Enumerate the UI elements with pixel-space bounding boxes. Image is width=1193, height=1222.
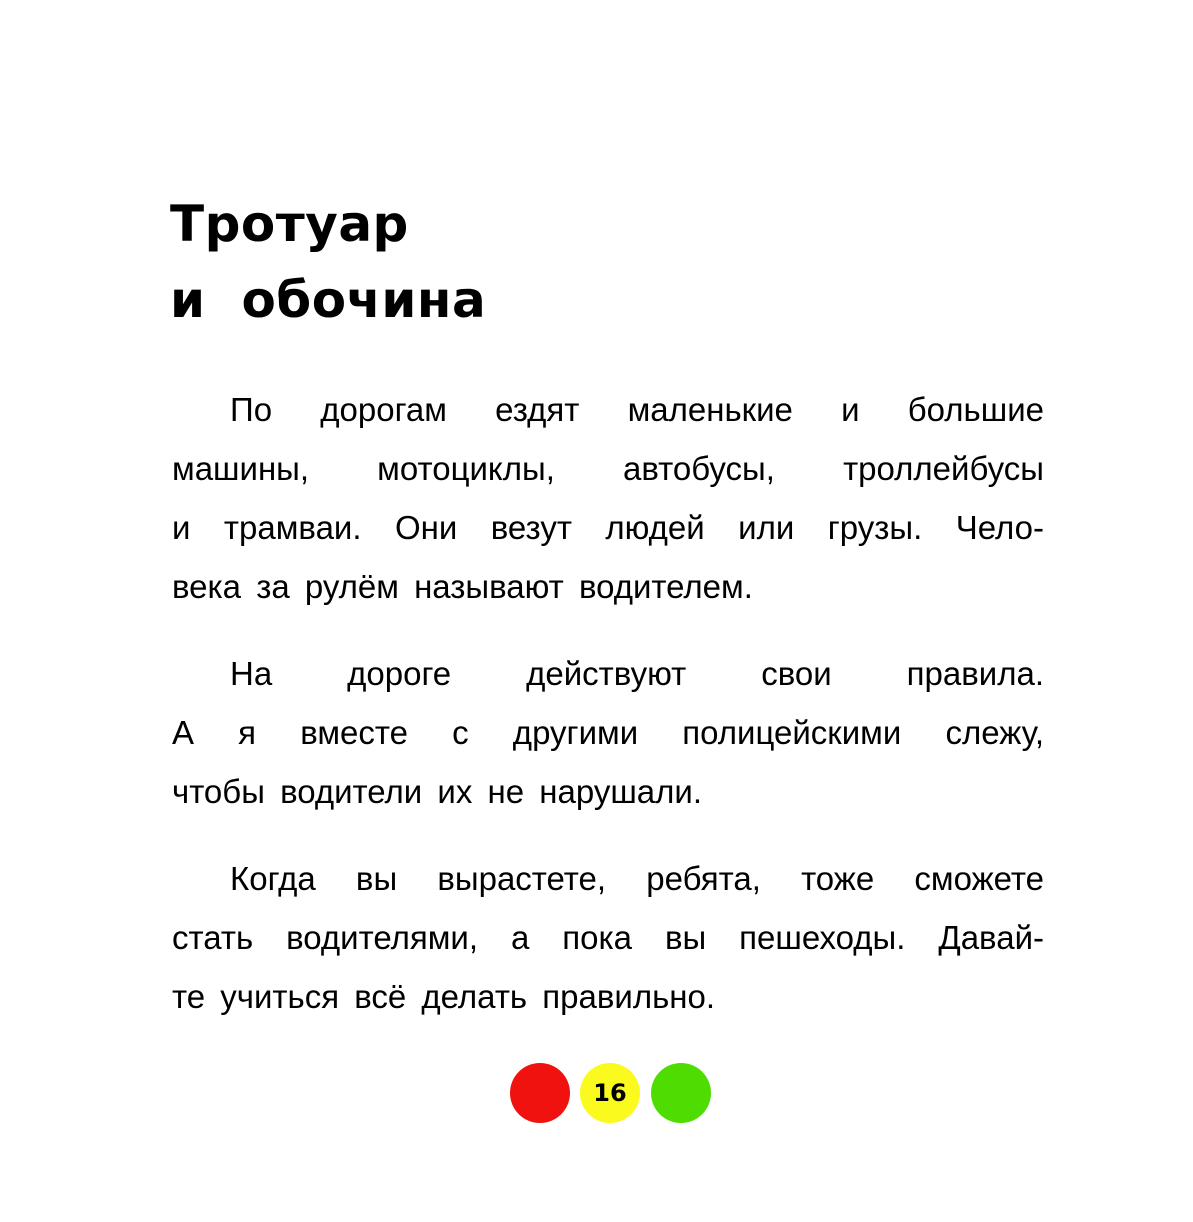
paragraph-line: А я вместе с другими полицейскими слежу, — [172, 714, 1044, 751]
title-line-2: и обочина — [170, 271, 487, 329]
page-number-traffic-light — [510, 1062, 713, 1124]
body-text — [172, 380, 1044, 1026]
paragraph-line: стать водителями, а пока вы пешеходы. Давай- — [172, 919, 1044, 956]
page-title — [170, 186, 486, 338]
paragraph-line: чтобы водители их не нарушали. — [172, 773, 703, 810]
paragraph-line: Когда вы вырастете, ребята, тоже сможете — [230, 860, 1044, 897]
paragraph-gap — [172, 616, 1044, 644]
paragraph-line: века за рулём называют водителем. — [172, 568, 753, 605]
page-number: 16 — [580, 1063, 640, 1123]
paragraph-line: и трамваи. Они везут людей или грузы. Чело- — [172, 509, 1044, 546]
paragraph-line: машины, мотоциклы, автобусы, троллейбусы — [172, 450, 1044, 487]
paragraph-line: те учиться всё делать правильно. — [172, 978, 716, 1015]
title-line-1: Тротуар — [170, 195, 409, 253]
paragraph-1 — [172, 380, 1044, 616]
green-circle — [651, 1063, 711, 1123]
paragraph-2 — [172, 644, 1044, 821]
paragraph-3 — [172, 849, 1044, 1026]
paragraph-line: По дорогам ездят маленькие и большие — [230, 391, 1044, 428]
paragraph-line: На дороге действуют свои правила. — [230, 655, 1044, 692]
red-circle — [510, 1063, 570, 1123]
paragraph-gap — [172, 821, 1044, 849]
